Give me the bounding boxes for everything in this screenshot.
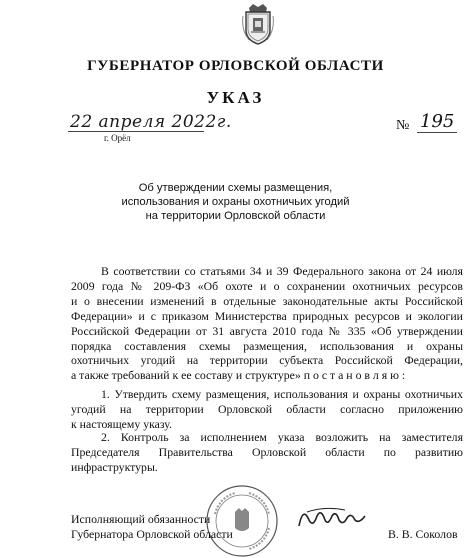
document-date: 22 апреля 2022г. [70,112,232,132]
issuer-title: ГУБЕРНАТОР ОРЛОВСКОЙ ОБЛАСТИ [87,58,384,74]
text-line: Федерации» и с приказом Министерства природных ресурсов и экологии [71,308,463,323]
position-line: Исполняющий обязанности [71,512,211,526]
document-subject [0,181,471,223]
text-line: 2. Контроль за исполнением указа возложить на заместителя [101,430,463,444]
text-line: а также требований к ее составу и структуре» п о с т а н о в л я ю : [71,368,406,383]
document-number: 195 [420,111,455,132]
document-city: г. Орёл [104,133,131,143]
text-line: 2009 года № 209-ФЗ «Об охоте и о сохранении охотничьих ресурсов [71,278,463,293]
text-line: порядка составления схемы размещения, использования и охраны [71,338,463,353]
date-underline [68,131,204,132]
coat-of-arms-emblem [239,2,277,46]
subject-line: использования и охраны охотничьих угодий [121,196,350,208]
handwritten-signature [295,502,367,532]
position-line: Губернатора Орловской области [71,526,233,541]
number-label: № [396,118,410,133]
text-line: угодий на территории Орловской области согласно приложению [71,401,463,416]
subject-line: Об утверждении схемы размещения, [138,182,333,194]
item-2-paragraph [71,430,463,475]
subject-line: на территории Орловской области [145,210,326,222]
text-line: и о внесении изменений в отдельные законодательные акты Российской [71,293,463,308]
text-line: Российской Федерации от 31 августа 2010 года № 335 «Об утверждении [71,323,463,338]
text-line: В соответствии со статьями 34 и 39 Федерального закона от 24 июля [101,264,463,278]
text-line: охотничьих угодий на территории субъекта Российской Федерации, [71,353,463,368]
document-type: УКАЗ [206,88,265,107]
preamble-paragraph [71,264,463,383]
signatory-name: В. В. Соколов [388,527,458,541]
text-line: к настоящему указу. [71,416,172,431]
signatory-position [71,512,233,542]
item-1-paragraph [71,387,463,432]
text-line: 1. Утвердить схему размещения, использования и охраны охотничьих [101,387,463,401]
text-line: инфраструктуры. [71,459,158,474]
text-line: Председателя Правительства Орловской области по развитию [71,444,463,459]
number-underline [417,132,457,133]
